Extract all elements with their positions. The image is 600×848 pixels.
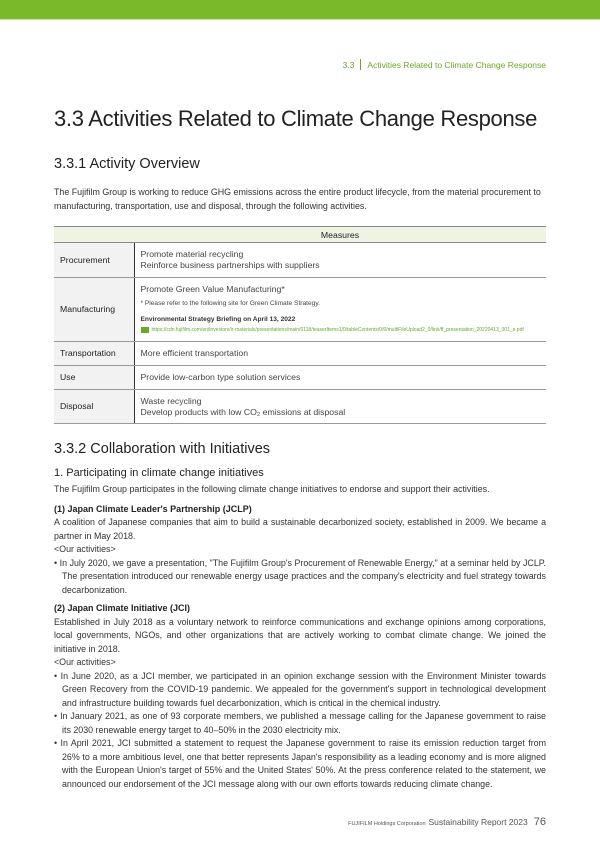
row-label: Use [54,366,134,390]
page-number: 76 [533,816,546,828]
initiative-text: A coalition of Japanese companies that aim to build a sustainable decarbonized society, established in 2009. We became a partner in May 2018. [54,517,546,541]
briefing-link[interactable] [141,325,531,336]
cell-text: Promote material recycling [140,249,244,259]
footnote: * Please refer to the following site for Green Climate Strategy. [140,299,320,307]
page-title: 3.3 Activities Related to Climate Change Response [54,106,538,131]
section-title: Activities Related to Climate Change Response [367,59,546,70]
cell-text: Promote Green Value Manufacturing* [140,283,285,294]
cell-text: Reinforce business partnerships with suppliers [140,260,320,270]
bullet-item: • In January 2021, as one of 93 corporate members, we published a message calling for the Japanese government to raise its 2030 renewable energy target to 40–50% in the 2030 electricity mix. [54,711,546,735]
table-header: Measures [134,227,546,243]
section-heading: 3.3.2 Collaboration with Initiatives [54,441,271,457]
section-number: 3.3 [342,59,355,70]
intro-text: The Fujifilm Group participates in the following climate change initiatives to endorse and support their activities. [54,484,490,494]
cell-text: Provide low-carbon type solution services [134,366,546,390]
divider [0,19,600,20]
divider [360,59,361,70]
section-heading: 3.3.1 Activity Overview [54,156,200,172]
intro-text: The Fujifilm Group is working to reduce GHG emissions across the entire product lifecycle, from the material procurement to manufacturing, transportation, use and disposal, through the following activities. [54,187,541,211]
cell-text: Waste recycling [140,395,202,406]
table-header-empty [54,227,134,243]
row-label: Disposal [54,390,134,424]
activities-label: <Our activities> [54,544,116,554]
bullet-item: • In April 2021, JCI submitted a statement to request the Japanese government to raise its emission reduction target from 26% to a more ambitious level, one that better represents Japan's responsibility as a leading economy and is more aligned with the European Union's target of 55% and the United States' 50%. At the press conference related to the statement, we announced our endorsement of the JCI message along with our own efforts towards reducing climate change. [54,738,546,789]
table-row [54,366,546,390]
collaboration-section [54,440,546,791]
cell-text: Develop products with low CO₂ emissions at disposal [140,406,346,417]
page-footer [348,816,546,828]
link-url[interactable]: https://cdn.fujifilm.com/en/investors/ir-materials/presentations/main/0118/teaserItems1/0/tableContents/0/0/multiFileUpload2_0/link/ff_presentation_20220413_001_e.pdf [151,326,524,333]
cell-text: More efficient transportation [134,342,546,366]
computer-icon [141,327,149,333]
bullet-item: • In July 2020, we gave a presentation, "The Fujifilm Group's Procurement of Renewable Energy," at a seminar held by JCLP. The presentation introduced our renewable energy usage practices and the company's electricity and fuel strategy towards decarbonization. [54,557,546,595]
subsection-heading: 1. Participating in climate change initiatives [54,467,264,479]
initiative-title: (2) Japan Climate Initiative (JCI) [54,603,191,613]
report-name: Sustainability Report 2023 [428,817,528,827]
row-label: Transportation [54,342,134,366]
company-name: FUJIFILM Holdings Corporation [348,821,426,827]
row-label: Procurement [54,243,134,278]
bullet-item: • In June 2020, as a JCI member, we participated in an opinion exchange session with the Environment Minister towards Green Recovery from the COVID-19 pandemic. We appealed for the government's support in technological development and infrastructure building towards fuel decarbonization, which is critical in the chemical industry. [54,670,546,708]
link-title: Environmental Strategy Briefing on April 13, 2022 [140,315,296,323]
initiative-text: Established in July 2018 as a voluntary network to reinforce communications and exchange opinions among corporations, local governments, NGOs, and other organizations that are actively working to combat climate change. We joined the initiative in 2018. [54,616,546,654]
table-row [54,278,546,342]
running-header [343,59,546,70]
initiative-title: (1) Japan Climate Leader's Partnership (JCLP) [54,503,252,514]
activities-label: <Our activities> [54,657,116,667]
measures-table [54,226,546,424]
table-row [54,342,546,366]
jclp-block [54,503,546,598]
row-label: Manufacturing [54,278,134,342]
table-row [54,243,546,278]
table-row [54,390,546,424]
top-accent-bar [0,0,600,19]
jci-block [54,602,546,791]
